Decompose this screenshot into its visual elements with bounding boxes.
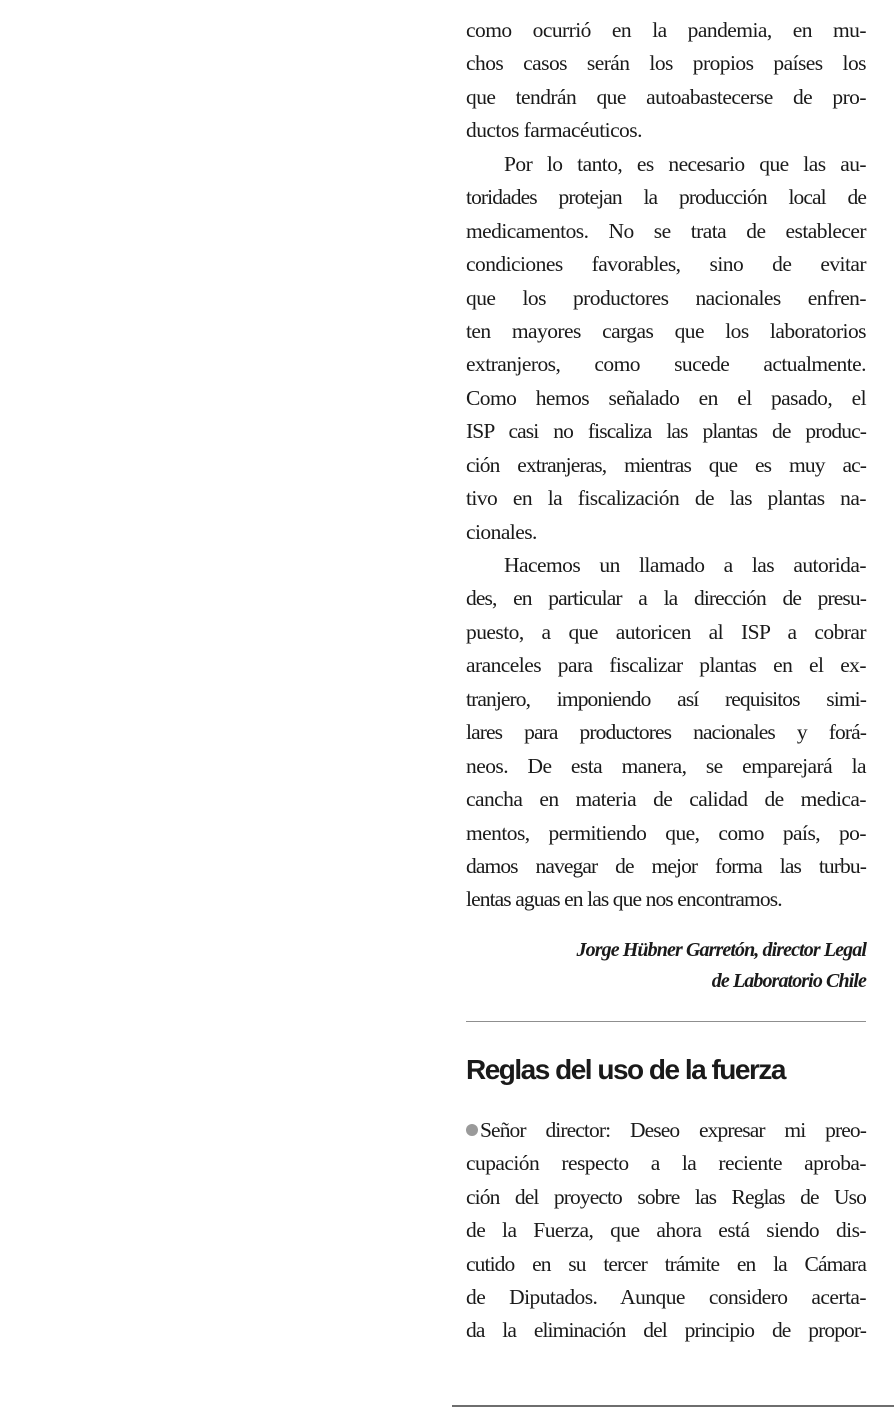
letters-column [466,14,866,1348]
letter-opening: Señor director: Deseo expresar mi preo- [480,1117,866,1142]
text-line: tivo en la fiscalización de las plantas na- [466,486,866,511]
text-line: ción extranjeras, mientras que es muy ac- [466,452,866,477]
text-line: chos casos serán los propios países los [466,51,866,76]
section-divider [466,1021,866,1022]
text-line: de Diputados. Aunque considero acerta- [466,1285,866,1309]
text-line: tranjero, imponiendo así requisitos simi- [466,686,866,711]
text-line: puesto, a que autoricen al ISP a cobrar [466,619,866,644]
signature-line: de Laboratorio Chile [711,969,866,992]
text-line: que los productores nacionales enfren- [466,285,866,310]
text-line: neos. De esta manera, se emparejará la [466,753,866,778]
text-line: lares para productores nacionales y forá- [466,720,866,745]
text-line: ductos farmacéuticos. [466,118,642,143]
text-line: extranjeros, como sucede actualmente. [466,352,866,377]
text-line: medicamentos. No se trata de establecer [466,218,866,243]
text-line: ción del proyecto sobre las Reglas de Uso [466,1184,866,1209]
text-line: damos navegar de mejor forma las turbu- [466,853,866,878]
text-line: como ocurrió en la pandemia, en mu- [466,18,866,42]
article-body [466,14,866,917]
bullet-icon [466,1124,478,1136]
text-line: de la Fuerza, que ahora está siendo dis- [466,1218,866,1243]
text-line: Por lo tanto, es necesario que las au- [504,151,866,176]
text-line: des, en particular a la dirección de presu- [466,586,866,611]
text-line: lentas aguas en las que nos encontramos. [466,887,782,912]
text-line [466,1114,866,1147]
text-line: cancha en materia de calidad de medica- [466,787,866,812]
text-line: cionales. [466,519,537,544]
author-signature [466,935,866,997]
text-line: mentos, permitiendo que, como país, po- [466,820,866,845]
text-line: da la eliminación del principio de propor- [466,1318,866,1343]
text-line: ISP casi no fiscaliza las plantas de produc- [466,419,866,444]
text-line: Como hemos señalado en el pasado, el [466,385,866,410]
text-line: condiciones favorables, sino de evitar [466,252,866,277]
text-line: cupación respecto a la reciente aproba- [466,1151,866,1176]
second-letter-body [466,1114,866,1348]
text-line: Hacemos un llamado a las autorida- [504,553,866,577]
text-line: que tendrán que autoabastecerse de pro- [466,84,866,109]
letter-headline: Reglas del uso de la fuerza [466,1053,785,1085]
text-line: ten mayores cargas que los laboratorios [466,318,866,343]
text-line: cutido en su tercer trámite en la Cámara [466,1251,866,1276]
text-line: aranceles para fiscalizar plantas en el ex- [466,653,866,678]
signature-line: Jorge Hübner Garretón, director Legal [576,938,866,961]
text-line: toridades protejan la producción local de [466,185,866,210]
bottom-rule [452,1405,894,1407]
